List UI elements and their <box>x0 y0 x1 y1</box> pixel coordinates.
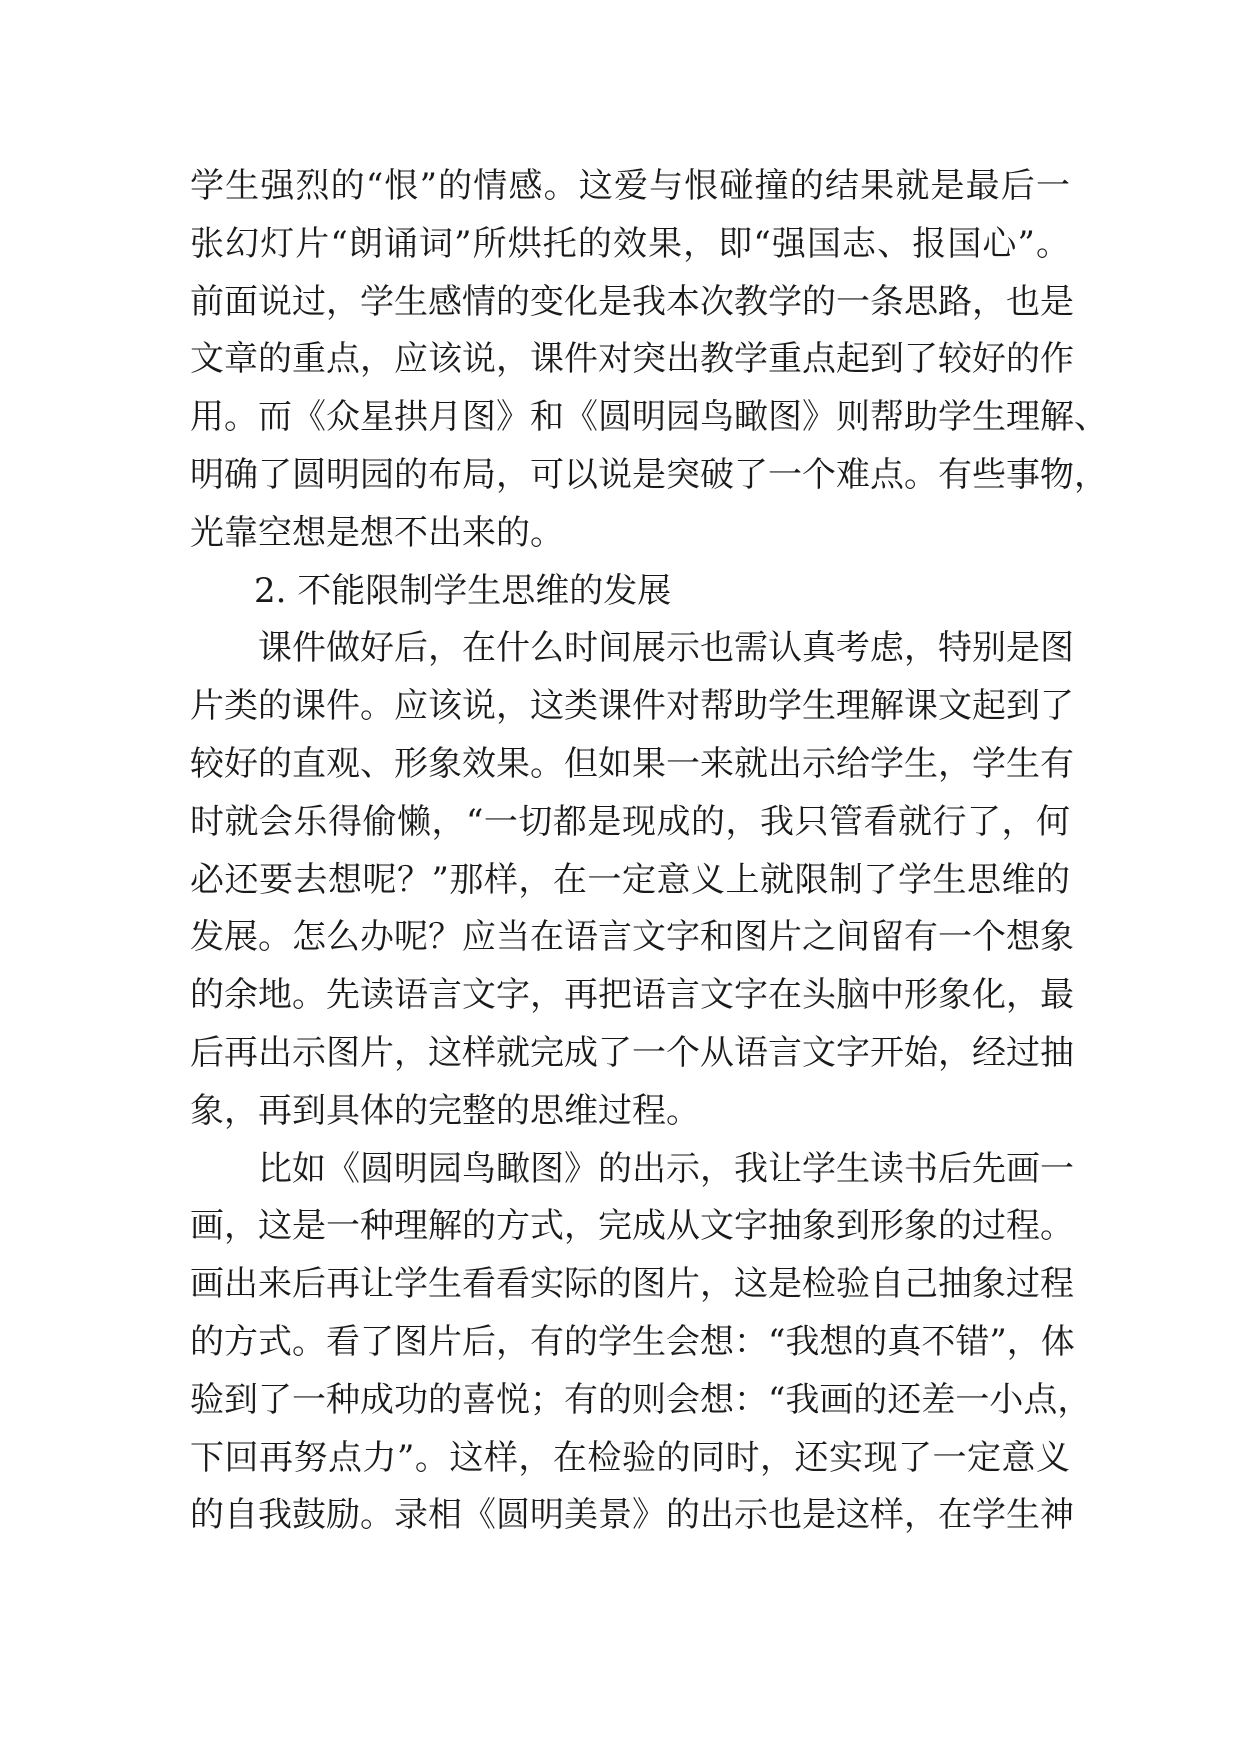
paragraph-line: 前面说过，学生感情的变化是我本次教学的一条思路，也是 <box>190 281 1074 322</box>
paragraph-line: 光靠空想是想不出来的。 <box>190 512 564 553</box>
document-body <box>190 158 1108 1545</box>
paragraph-line: 的余地。先读语言文字，再把语言文字在头脑中形象化，最 <box>190 975 1074 1016</box>
paragraph-line: 明确了圆明园的布局，可以说是突破了一个难点。有些事物， <box>190 454 1108 495</box>
paragraph-line: 用。而《众星拱月图》和《圆明园鸟瞰图》则帮助学生理解、 <box>190 397 1108 438</box>
paragraph-line: 下回再努点力”。这样，在检验的同时，还实现了一定意义 <box>190 1437 1070 1478</box>
paragraph-line: 文章的重点，应该说，课件对突出教学重点起到了较好的作 <box>190 339 1074 380</box>
paragraph-line: 后再出示图片，这样就完成了一个从语言文字开始，经过抽 <box>190 1032 1074 1073</box>
paragraph-line: 的方式。看了图片后，有的学生会想：“我想的真不错”，体 <box>190 1321 1075 1362</box>
paragraph-line: 片类的课件。应该说，这类课件对帮助学生理解课文起到了 <box>190 686 1074 727</box>
paragraph-line: 象，再到具体的完整的思维过程。 <box>190 1090 700 1131</box>
paragraph-line: 画，这是一种理解的方式，完成从文字抽象到形象的过程。 <box>190 1206 1074 1247</box>
paragraph-line: 学生强烈的“恨”的情感。这爱与恨碰撞的结果就是最后一 <box>190 166 1070 206</box>
paragraph-line: 课件做好后，在什么时间展示也需认真考虑，特别是图 <box>258 628 1074 669</box>
paragraph-line: 比如《圆明园鸟瞰图》的出示，我让学生读书后先画一 <box>258 1148 1074 1189</box>
paragraph-line: 较好的直观、形象效果。但如果一来就出示给学生，学生有 <box>190 743 1074 784</box>
paragraph-line: 发展。怎么办呢？应当在语言文字和图片之间留有一个想象 <box>190 917 1074 958</box>
paragraph-line: 必还要去想呢？”那样，在一定意义上就限制了学生思维的 <box>190 859 1070 900</box>
paragraph-line: 画出来后再让学生看看实际的图片，这是检验自己抽象过程 <box>190 1264 1074 1305</box>
section-heading: 2. 不能限制学生思维的发展 <box>254 570 672 611</box>
paragraph-line: 的自我鼓励。录相《圆明美景》的出示也是这样，在学生神 <box>190 1495 1074 1536</box>
paragraph-line: 验到了一种成功的喜悦；有的则会想：“我画的还差一小点， <box>190 1379 1092 1420</box>
paragraph-line: 张幻灯片“朗诵词”所烘托的效果，即“强国志、报国心”。 <box>190 223 1070 264</box>
paragraph-line: 时就会乐得偷懒，“一切都是现成的，我只管看就行了，何 <box>190 801 1070 842</box>
